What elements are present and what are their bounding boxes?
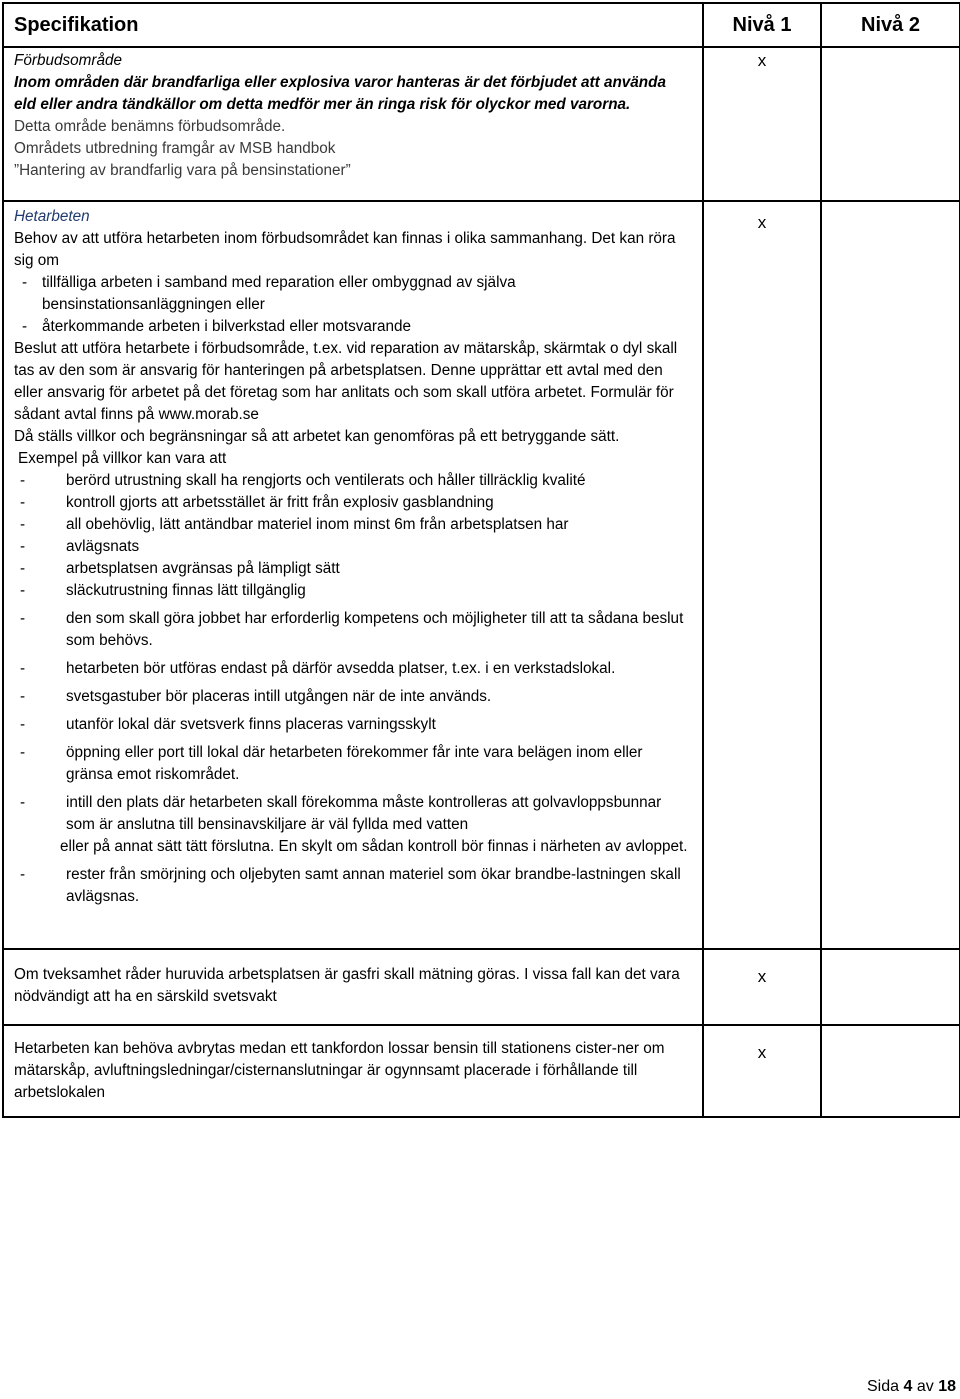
table-row-forbudsomrade (3, 47, 960, 201)
header-niva-2: Nivå 2 (821, 3, 960, 47)
paragraph: eller på annat sätt tätt förslutna. En skylt om sådan kontroll bör finnas i närheten av avloppet. (60, 838, 688, 855)
list-item: - all obehövlig, lätt antändbar materiel inom minst 6m från arbetsplatsen har (20, 516, 569, 533)
table-row-tankfordon (3, 1025, 960, 1117)
list-item: - släckutrustning finnas lätt tillgänglig (20, 582, 306, 599)
paragraph: Om tveksamhet råder huruvida arbetsplatsen är gasfri skall mätning göras. I vissa fall kan det vara nödvändigt att ha en särskild svetsvakt (14, 966, 680, 1005)
list-item: - den som skall göra jobbet har erforderlig kompetens och möjligheter till att ta sådana beslut som behövs. (20, 610, 684, 649)
niva-2-mark (821, 47, 960, 201)
list-item: - berörd utrustning skall ha rengjorts och ventilerats och håller tillräcklig kvalité (20, 472, 586, 489)
niva-2-mark (821, 201, 960, 949)
paragraph: Beslut att utföra hetarbete i förbudsområde, t.ex. vid reparation av mätarskåp, skärmtak o dyl skall tas av den som är ansvarig för hanteringen på arbetsplatsen. Denne upprättar ett avtal med den eller ansvarig för arbetet på det företag som har anlitats och som skall utföra arbetet. Formulär för sådant avtal finns på www.morab.se (14, 340, 678, 423)
paragraph: Behov av att utföra hetarbeten inom förbudsområdet kan finnas i olika sammanhang. Det kan röra sig om (14, 230, 676, 269)
list-item: - arbetsplatsen avgränsas på lämpligt sätt (20, 560, 340, 577)
niva-2-mark (821, 949, 960, 1025)
niva-2-mark (821, 1025, 960, 1117)
specification-table (2, 2, 960, 1118)
niva-1-mark: x (703, 949, 821, 1025)
list-item: - öppning eller port till lokal där hetarbeten förekommer får inte vara belägen inom eller gränsa emot riskområdet. (20, 744, 643, 783)
spec-cell (3, 949, 703, 1025)
header-specifikation: Specifikation (3, 3, 703, 47)
header-niva-1: Nivå 1 (703, 3, 821, 47)
list-item: - svetsgastuber bör placeras intill utgången när de inte används. (20, 688, 492, 705)
table-row-hetarbeten (3, 201, 960, 949)
paragraph: Då ställs villkor och begränsningar så att arbetet kan genomföras på ett betryggande sätt. (14, 428, 620, 445)
spec-cell (3, 1025, 703, 1117)
paragraph: Områdets utbredning framgår av MSB handbok (14, 140, 336, 157)
list-item: - tillfälliga arbeten i samband med reparation eller ombyggnad av själva bensinstationsanläggningen eller (22, 274, 516, 313)
table-row-gasfri (3, 949, 960, 1025)
niva-1-mark: x (703, 47, 821, 201)
table-header-row (3, 3, 960, 47)
spec-cell (3, 201, 703, 949)
list-item: - kontroll gjorts att arbetsstället är fritt från explosiv gasblandning (20, 494, 494, 511)
paragraph: Hetarbeten kan behöva avbrytas medan ett tankfordon lossar bensin till stationens cister-ner om mätarskåp, avluftningsledningar/cisternanslutningar är ogynnsamt placerade i förhållande till arbetslokalen (14, 1040, 665, 1101)
definition-text: Inom områden där brandfarliga eller explosiva varor hanteras är det förbjudet att använda eld eller andra tändkällor om detta medför mer än ringa risk för olyckor med varorna. (14, 74, 667, 113)
list-item: - utanför lokal där svetsverk finns placeras varningsskylt (20, 716, 436, 733)
list-item: - rester från smörjning och oljebyten samt annan materiel som ökar brandbe-lastningen skall avlägsnas. (20, 866, 681, 905)
niva-1-mark: x (703, 201, 821, 949)
list-item: - avlägsnats (20, 538, 140, 555)
paragraph: ”Hantering av brandfarlig vara på bensinstationer” (14, 162, 351, 179)
row-title: Förbudsområde (14, 52, 122, 69)
paragraph: Exempel på villkor kan vara att (18, 450, 227, 467)
list-item: - intill den plats där hetarbeten skall förekomma måste kontrolleras att golvavloppsbunnar som är anslutna till bensinavskiljare är väl fyllda med vatten (20, 794, 662, 833)
spec-cell (3, 47, 703, 201)
list-item: - återkommande arbeten i bilverkstad eller motsvarande (22, 318, 412, 335)
page-number: Sida 4 av 18 (867, 1378, 956, 1395)
paragraph: Detta område benämns förbudsområde. (14, 118, 286, 135)
niva-1-mark: x (703, 1025, 821, 1117)
list-item: - hetarbeten bör utföras endast på därför avsedda platser, t.ex. i en verkstadslokal. (20, 660, 616, 677)
row-title: Hetarbeten (14, 208, 90, 225)
